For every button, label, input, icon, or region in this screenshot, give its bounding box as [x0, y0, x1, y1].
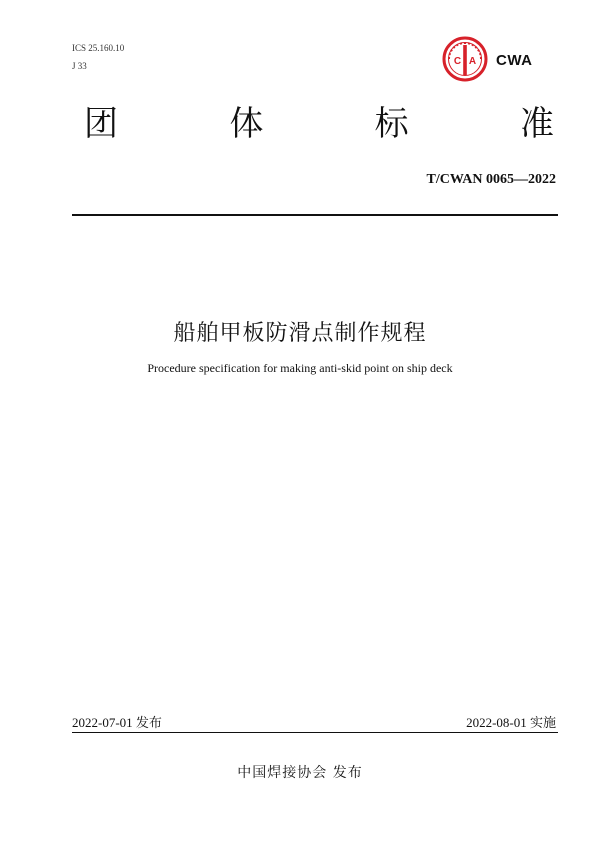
- ics-code: ICS 25.160.10: [72, 43, 125, 53]
- svg-text:A: A: [468, 56, 477, 67]
- standard-type-char: 体: [229, 104, 264, 144]
- document-title-en: Procedure specification for making anti-skid point on ship deck: [147, 361, 453, 375]
- ccs-code: J 33: [72, 61, 87, 71]
- cwa-logo-icon: [442, 36, 488, 82]
- standard-type-char: 标: [374, 104, 409, 144]
- header-divider: [72, 214, 558, 216]
- standard-number: T/CWAN 0065—2022: [426, 172, 556, 187]
- cwa-logo-text: CWA: [496, 52, 533, 69]
- document-title-cn: 船舶甲板防滑点制作规程: [173, 321, 427, 346]
- standard-type-char: 团: [84, 104, 118, 144]
- standard-type-title: [84, 102, 554, 146]
- svg-text:C: C: [453, 56, 462, 67]
- publisher: 中国焊接协会 发布: [237, 765, 363, 781]
- implementation-date: 2022-08-01 实施: [466, 715, 556, 730]
- footer-divider: [72, 732, 558, 733]
- issue-date: 2022-07-01 发布: [72, 715, 162, 730]
- standard-type-char: 准: [519, 104, 554, 144]
